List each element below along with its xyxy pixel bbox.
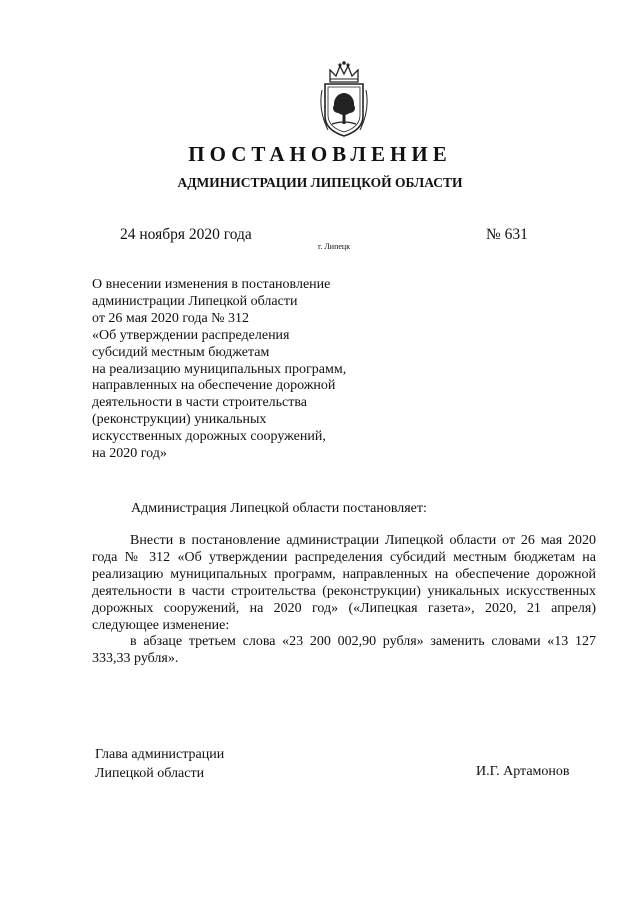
heading-line: субсидий местным бюджетам [92,344,270,360]
heading-line: администрации Липецкой области [92,293,298,309]
heading-line: направленных на обеспечение дорожной [92,378,336,394]
heading-line: «Об утверждении распределения [92,327,290,343]
heading-line: (реконструкции) уникальных [92,412,267,428]
heading-line: О внесении изменения в постановление [92,277,331,292]
signatory-position [95,745,224,783]
document-subject-heading [92,277,382,463]
heading-line: на 2020 год» [92,446,167,462]
heading-line: от 26 мая 2020 года № 312 [92,310,250,326]
document-city: г. Липецк [318,242,351,251]
resolution-statement: Администрация Липецкой области постановляет: [131,501,427,516]
signatory-position-line: Глава администрации [95,747,225,762]
document-issuer: АДМИНИСТРАЦИИ ЛИПЕЦКОЙ ОБЛАСТИ [177,175,463,190]
signatory-name: И.Г. Артамонов [476,764,570,779]
heading-line: искусственных дорожных сооружений, [92,429,326,445]
document-number: № 631 [486,226,528,243]
body-paragraph: Внести в постановление администрации Липецкой области от 26 мая 2020 года № 312 «Об утверждении распределения субсидий местным бюджетам на реализацию муниципальных программ, направленных на обеспечение дорожной деятельности в части строительства (реконструкции) уникальных искусственных дорожных сооружений, на 2020 год» («Липецкая газета», 2020, 21 апреля) следующее изменение: [92,533,596,633]
document-title: ПОСТАНОВЛЕНИЕ [188,142,452,166]
signatory-position-line: Липецкой области [95,766,205,781]
coat-of-arms-icon [318,60,370,140]
heading-line: деятельности в части строительства [92,395,308,411]
document-date: 24 ноября 2020 года [120,226,252,243]
body-paragraph: в абзаце третьем слова «23 200 002,90 рубля» заменить словами «13 127 333,33 рубля». [92,634,596,667]
document-body [92,533,596,668]
heading-line: на реализацию муниципальных программ, [92,361,347,377]
